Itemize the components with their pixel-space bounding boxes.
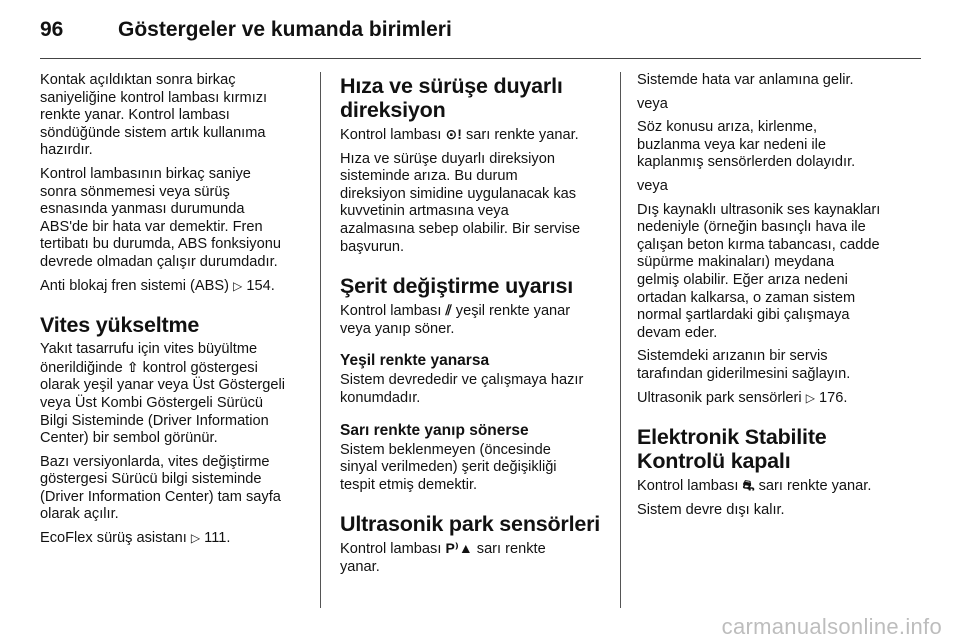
crossref-paragraph: Anti blokaj fren sistemi (ABS) ▷ 154. [40, 277, 275, 294]
paragraph: Sistemdeki arızanın bir servis tarafından giderilmesini sağlayın. [637, 348, 851, 382]
column-1 [40, 72, 304, 554]
section-heading-ultrasonik: Ultrasonik park sensörleri [340, 512, 601, 537]
paragraph: Bazı versiyonlarda, vites değiştirme göstergesi Sürücü bilgi sisteminde (Driver Information Center) tam sayfa olarak açılır. [40, 453, 281, 523]
paragraph: Sistem devre dışı kalır. [637, 501, 785, 518]
column-divider-1 [320, 72, 321, 608]
paragraph: Kontak açıldıktan sonra birkaç saniyeliğine kontrol lambası kırmızı renkte yanar. Kontrol lambası söndüğünde sistem artık kullanıma hazırdır. [40, 72, 268, 159]
header-divider [40, 58, 921, 59]
paragraph: Kontrol lambası ⫽ yeşil renkte yanar veya yanıp söner. [340, 302, 571, 337]
crossref-page[interactable]: 154. [246, 277, 275, 294]
paragraph: Kontrol lambası ⛐ sarı renkte yanar. [637, 477, 872, 495]
paragraph: Söz konusu arıza, kirlenme, buzlanma veya kar nedeni ile kaplanmış sensörlerden dolayıdır. [637, 119, 856, 171]
crossref-arrow-icon: ▷ [190, 531, 201, 546]
page-header [40, 14, 920, 56]
watermark: carmanualsonline.info [721, 614, 942, 639]
paragraph: Hıza ve sürüşe duyarlı direksiyon sisteminde arıza. Bu durum direksiyon simidine uygulanacak kas kuvvetinin artmasına veya azalmasına sebep olabilir. Bir servise başvurun. [340, 150, 581, 255]
lane-change-icon: ⫽ [445, 302, 452, 319]
section-heading-serit: Şerit değiştirme uyarısı [340, 274, 573, 299]
upshift-car-icon: ⇧ [126, 358, 139, 375]
crossref-arrow-icon: ▷ [233, 278, 243, 293]
section-heading-esc: Elektronik Stabilite Kontrolü kapalı [637, 425, 827, 474]
paragraph: Dış kaynaklı ultrasonik ses kaynakları nedeniyle (örneğin basınçlı hava ile çalışan beton kırma tabancası, cadde süpürme makinaları) meydana gelmiş olabilir. Eğer arıza nedeni ortadan kalkarsa, o zaman sistem normal şartlardaki gibi çalışmaya devam eder. [637, 201, 881, 341]
page-number: 96 [40, 18, 64, 41]
paragraph: Sistem beklenmeyen (öncesinde sinyal verilmeden) şerit değişikliği tespit etmiş demektir. [340, 441, 557, 493]
paragraph: Kontrol lambasının birkaç saniye sonra sönmemesi veya sürüş esnasında yanması durumunda ABS'de bir hata var demektir. Fren tertibatı bu durumda, ABS fonksiyonu devrede olmadan çalışır durumdadır. [40, 165, 281, 270]
column-2 [340, 72, 606, 583]
crossref-paragraph: Ultrasonik park sensörleri ▷ 176. [637, 389, 848, 406]
subheading-yesil: Yeşil renkte yanarsa [340, 352, 490, 370]
column-divider-2 [620, 72, 621, 608]
column-3 [637, 72, 905, 525]
parking-sensor-icon: P⁾▲ [445, 540, 473, 557]
subheading-sari: Sarı renkte yanıp sönerse [340, 421, 529, 439]
paragraph: Sistem devrededir ve çalışmaya hazır konumdadır. [340, 372, 584, 406]
page-title: Göstergeler ve kumanda birimleri [118, 18, 452, 41]
paragraph: Sistemde hata var anlamına gelir. [637, 72, 854, 88]
steering-warning-icon: ⊙! [445, 126, 462, 142]
crossref-paragraph: EcoFlex sürüş asistanı ▷ 111. [40, 530, 231, 547]
paragraph: Kontrol lambası P⁾▲ sarı renkte yanar. [340, 540, 546, 575]
paragraph: veya [637, 95, 668, 112]
crossref-arrow-icon: ▷ [805, 390, 815, 405]
paragraph: Kontrol lambası ⊙! sarı renkte yanar. [340, 126, 579, 143]
crossref-page[interactable]: 111. [204, 530, 231, 547]
section-heading-hiza: Hıza ve sürüşe duyarlı direksiyon [340, 74, 563, 122]
paragraph: Yakıt tasarrufu için vites büyültme önerildiğinde ⇧ kontrol göstergesi olarak yeşil yanar veya Üst Göstergeli veya Üst Kombi Göstergeli Sürücü Bilgi Sisteminde (Driver Information Center) bir sembol görünür. [40, 341, 285, 447]
section-heading-vites: Vites yükseltme [40, 313, 200, 338]
crossref-page[interactable]: 176. [819, 389, 848, 406]
paragraph: veya [637, 177, 668, 194]
esc-off-icon: ⛐ [742, 477, 755, 494]
